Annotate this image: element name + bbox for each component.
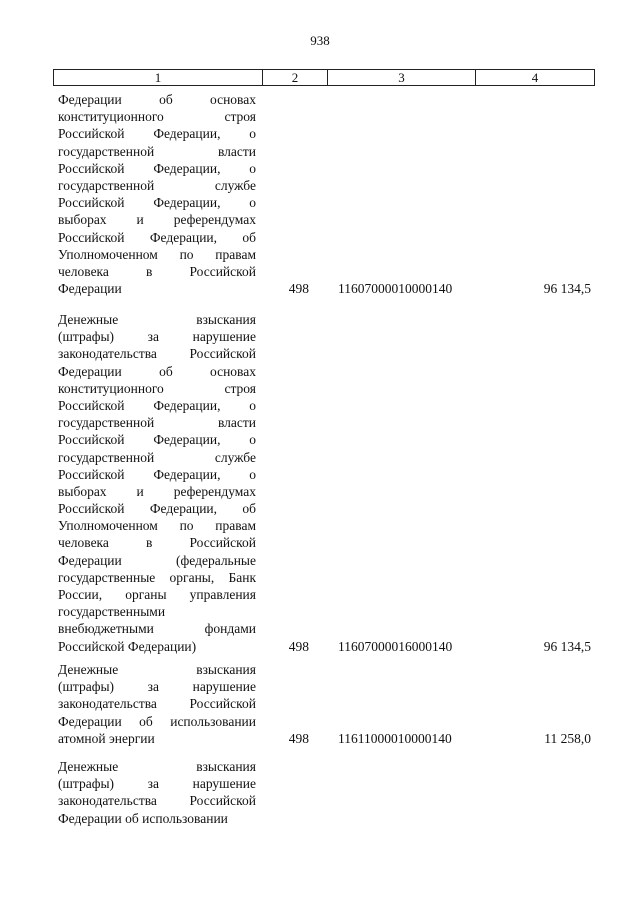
description-line: Российской Федерации)	[58, 638, 197, 654]
description-line: (штрафы) за нарушение	[58, 679, 256, 695]
description-line: Российской Федерации, о	[58, 160, 256, 176]
description-line: конституционного строя	[58, 109, 256, 125]
description-line: Федерации об основах	[58, 92, 256, 107]
row-budget-code: 11607000016000140	[338, 638, 453, 654]
column-header-row	[53, 69, 595, 86]
page-number: 938	[310, 33, 330, 48]
row-description	[58, 661, 256, 747]
description-line: Российской Федерации, о	[58, 126, 256, 142]
description-line: Уполномоченном по правам	[58, 518, 256, 534]
row-budget-code: 11611000010000140	[338, 730, 452, 746]
description-line: государственные органы, Банк	[58, 569, 256, 585]
description-line: конституционного строя	[58, 380, 256, 396]
row-amount: 11 258,0	[544, 730, 591, 746]
description-line: государственными	[58, 604, 166, 620]
description-line: государственной службе	[58, 449, 256, 465]
description-line: Уполномоченном по правам	[58, 246, 256, 262]
column-header-1: 1	[54, 70, 263, 85]
description-line: законодательства Российской	[58, 346, 256, 362]
row-admin-code: 498	[288, 281, 309, 297]
description-line: внебюджетными фондами	[58, 621, 256, 637]
description-line: Федерации об использовании	[58, 810, 228, 826]
description-line: законодательства Российской	[58, 793, 256, 809]
row-description	[58, 311, 256, 655]
row-amount: 96 134,5	[543, 281, 591, 297]
row-budget-code: 11607000010000140	[338, 281, 453, 297]
row-admin-code: 498	[288, 730, 309, 746]
row-description	[58, 91, 256, 297]
description-line: человека в Российской	[58, 535, 256, 551]
description-line: Российской Федерации, о	[58, 432, 256, 448]
description-line: России, органы управления	[58, 587, 256, 602]
description-line: Российской Федерации, об	[58, 229, 256, 245]
row-description	[58, 758, 256, 827]
description-line: Денежные взыскания	[58, 759, 256, 774]
description-line: Федерации	[58, 281, 122, 297]
description-line: человека в Российской	[58, 263, 256, 279]
description-line: Федерации об основах	[58, 363, 256, 379]
description-line: Российской Федерации, о	[58, 466, 256, 482]
description-line: Российской Федерации, о	[58, 195, 256, 211]
column-header-2: 2	[263, 70, 328, 85]
description-line: Российской Федерации, об	[58, 501, 256, 517]
description-line: Российской Федерации, о	[58, 397, 256, 413]
description-line: выборах и референдумах	[58, 483, 256, 499]
row-amount: 96 134,5	[543, 638, 591, 654]
column-header-4: 4	[531, 70, 539, 85]
description-line: государственной власти	[58, 143, 256, 159]
description-line: (штрафы) за нарушение	[58, 329, 256, 345]
description-line: Денежные взыскания	[58, 312, 256, 327]
description-line: Денежные взыскания	[58, 662, 256, 677]
row-admin-code: 498	[288, 638, 309, 654]
description-line: государственной службе	[58, 177, 256, 193]
description-line: (штрафы) за нарушение	[58, 776, 256, 792]
description-line: государственной власти	[58, 415, 256, 431]
description-line: выборах и референдумах	[58, 212, 256, 228]
description-line: Федерации (федеральные	[58, 552, 256, 568]
description-line: Федерации об использовании	[58, 713, 256, 729]
description-line: законодательства Российской	[58, 696, 256, 712]
description-line: атомной энергии	[58, 730, 155, 746]
column-header-3: 3	[328, 70, 476, 85]
